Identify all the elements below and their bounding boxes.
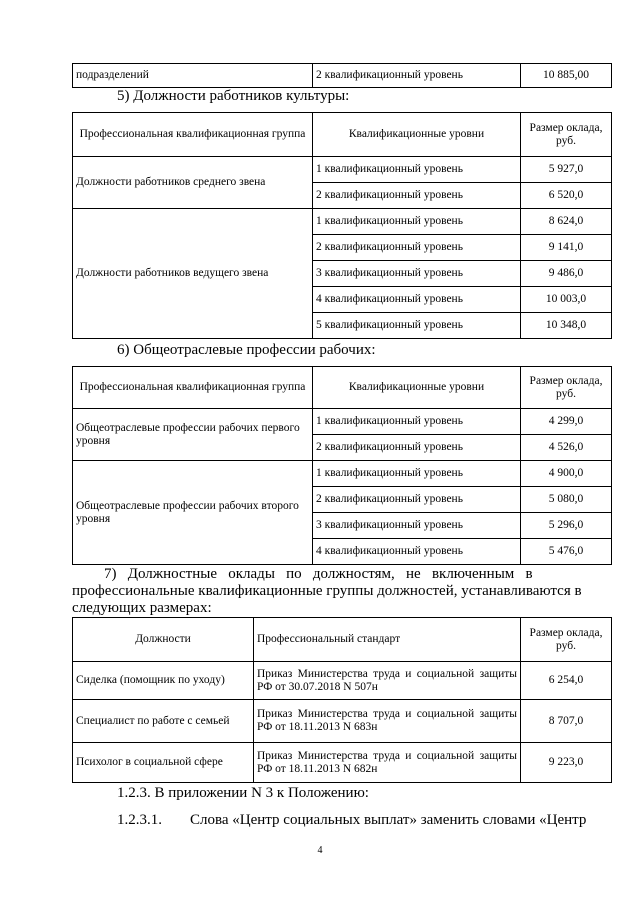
header-levels: Квалификационные уровни	[313, 367, 521, 409]
level-cell: 2 квалификационный уровень	[313, 235, 521, 261]
salary-cell: 9 486,0	[521, 261, 612, 287]
table-row	[73, 157, 612, 183]
standard-cell: Приказ Министерства труда и социальной защиты РФ от 18.11.2013 N 683н	[254, 700, 521, 743]
table-header-row	[73, 113, 612, 157]
salary-cell: 8 624,0	[521, 209, 612, 235]
salary-cell: 4 299,0	[521, 409, 612, 435]
level-cell: 3 квалификационный уровень	[313, 513, 521, 539]
header-salary: Размер оклада, руб.	[521, 113, 612, 157]
header-position: Должности	[73, 618, 254, 662]
position-cell: Психолог в социальной сфере	[73, 743, 254, 783]
level-cell: 3 квалификационный уровень	[313, 261, 521, 287]
salary-cell: 4 526,0	[521, 435, 612, 461]
standard-cell: Приказ Министерства труда и социальной защиты РФ от 18.11.2013 N 682н	[254, 743, 521, 783]
group-name: Должности работников ведущего звена	[73, 209, 313, 339]
salary-cell: 9 223,0	[521, 743, 612, 783]
salary-cell: 10 003,0	[521, 287, 612, 313]
standard-cell: Приказ Министерства труда и социальной защиты РФ от 30.07.2018 N 507н	[254, 662, 521, 700]
header-salary: Размер оклада, руб.	[521, 618, 612, 662]
level-cell: 1 квалификационный уровень	[313, 157, 521, 183]
table-row	[73, 743, 612, 783]
section5-table	[72, 112, 612, 339]
group-cell: подразделений	[73, 64, 313, 88]
table-header-row	[73, 367, 612, 409]
header-levels: Квалификационные уровни	[313, 113, 521, 157]
section7-heading-line3: следующих размерах:	[72, 600, 212, 616]
level-cell: 1 квалификационный уровень	[313, 461, 521, 487]
level-cell: 2 квалификационный уровень	[313, 64, 521, 88]
salary-cell: 8 707,0	[521, 700, 612, 743]
header-group: Профессиональная квалификационная группа	[73, 113, 313, 157]
salary-cell: 10 885,00	[521, 64, 612, 88]
level-cell: 2 квалификационный уровень	[313, 435, 521, 461]
section7-heading-line1: 7) Должностные оклады по должностям, не включенным в	[104, 566, 533, 582]
position-cell: Специалист по работе с семьей	[73, 700, 254, 743]
group-name: Общеотраслевые профессии рабочих первого уровня	[73, 409, 313, 461]
section7-heading-line2: профессиональные квалификационные группы должностей, устанавливаются в	[72, 583, 582, 599]
group-name: Должности работников среднего звена	[73, 157, 313, 209]
salary-cell: 6 520,0	[521, 183, 612, 209]
salary-cell: 5 296,0	[521, 513, 612, 539]
level-cell: 4 квалификационный уровень	[313, 287, 521, 313]
section6-heading: 6) Общеотраслевые профессии рабочих:	[117, 342, 376, 358]
table-row	[73, 209, 612, 235]
table-row	[73, 662, 612, 700]
header-salary: Размер оклада, руб.	[521, 367, 612, 409]
page-number: 4	[317, 845, 323, 856]
level-cell: 4 квалификационный уровень	[313, 539, 521, 565]
salary-cell: 4 900,0	[521, 461, 612, 487]
table-row	[73, 64, 612, 88]
salary-cell: 5 476,0	[521, 539, 612, 565]
paragraph-1-2-3-1-number: 1.2.3.1.	[117, 812, 162, 828]
table-header-row	[73, 618, 612, 662]
header-group: Профессиональная квалификационная группа	[73, 367, 313, 409]
salary-cell: 9 141,0	[521, 235, 612, 261]
level-cell: 1 квалификационный уровень	[313, 409, 521, 435]
salary-cell: 6 254,0	[521, 662, 612, 700]
group-name: Общеотраслевые профессии рабочих второго уровня	[73, 461, 313, 565]
level-cell: 2 квалификационный уровень	[313, 183, 521, 209]
table-row	[73, 461, 612, 487]
top-continuation-table	[72, 63, 612, 88]
paragraph-1-2-3-1-text: Слова «Центр социальных выплат» заменить словами «Центр	[190, 812, 587, 828]
position-cell: Сиделка (помощник по уходу)	[73, 662, 254, 700]
table-row	[73, 700, 612, 743]
section6-table	[72, 366, 612, 565]
level-cell: 2 квалификационный уровень	[313, 487, 521, 513]
section5-heading: 5) Должности работников культуры:	[117, 88, 350, 104]
salary-cell: 5 927,0	[521, 157, 612, 183]
section7-table	[72, 617, 612, 783]
salary-cell: 10 348,0	[521, 313, 612, 339]
table-row	[73, 409, 612, 435]
header-standard: Профессиональный стандарт	[254, 618, 521, 662]
paragraph-1-2-3: 1.2.3. В приложении N 3 к Положению:	[117, 785, 369, 801]
level-cell: 1 квалификационный уровень	[313, 209, 521, 235]
salary-cell: 5 080,0	[521, 487, 612, 513]
level-cell: 5 квалификационный уровень	[313, 313, 521, 339]
